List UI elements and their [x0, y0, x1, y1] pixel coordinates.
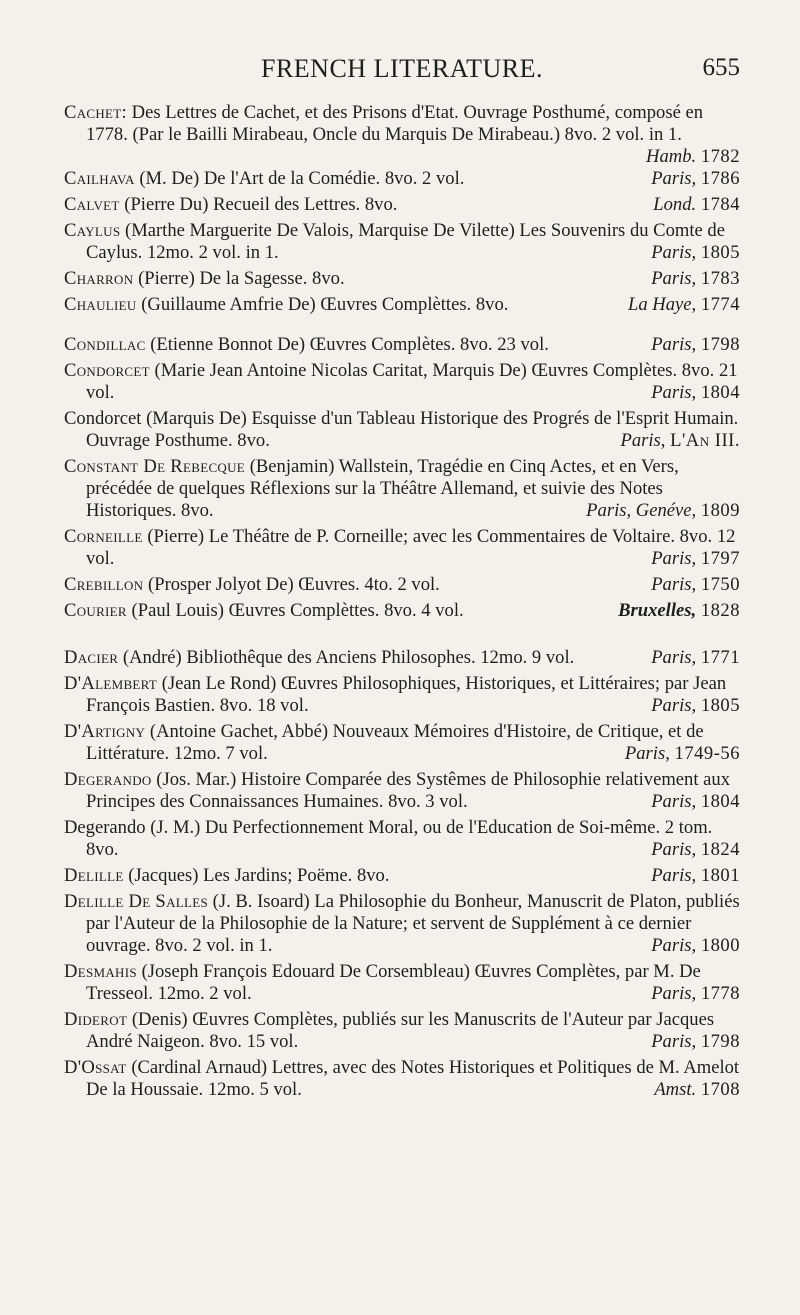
entry-description: (Jos. Mar.) Histoire Comparée des Systêmes de Philosophie relativement aux Principes des Connaissances Humaines. 8vo. 3 vol.: [86, 769, 730, 812]
imprint: [653, 194, 740, 216]
place: Bruxelles,: [618, 600, 697, 621]
imprint: [646, 146, 740, 168]
catalogue-entry: [64, 961, 740, 1005]
year: 1778: [700, 983, 740, 1004]
catalogue-entry: [64, 647, 740, 669]
imprint: [651, 865, 740, 887]
year: 1798: [700, 1031, 740, 1052]
author-name: Condillac: [64, 334, 146, 355]
year: L'An III.: [670, 430, 740, 451]
entry-description: (Paul Louis) Œuvres Complèttes. 8vo. 4 vol.: [131, 600, 464, 621]
author-name: Chaulieu: [64, 294, 137, 315]
year: 1771: [700, 647, 740, 668]
year: 1824: [700, 839, 740, 860]
entry-description: (Antoine Gachet, Abbé) Nouveaux Mémoires d'Histoire, de Critique, et de Littérature. 12mo. 7 vol.: [86, 721, 704, 764]
place: Paris,: [651, 839, 697, 860]
author-name: D'Artigny: [64, 721, 146, 742]
imprint: [651, 334, 740, 356]
entry-description: (Benjamin) Wallstein, Tragédie en Cinq Actes, et en Vers, précédée de quelques Réflexions sur la Théâtre Allemand, et suivie des Notes Historiques. 8vo.: [86, 456, 679, 521]
place: Paris,: [651, 1031, 697, 1052]
year: 1774: [700, 294, 740, 315]
year: 1800: [700, 935, 740, 956]
catalogue-entry: [64, 334, 740, 356]
year: 1804: [700, 791, 740, 812]
imprint: [620, 430, 740, 452]
imprint: [651, 382, 740, 404]
place: Paris,: [651, 574, 697, 595]
catalogue-entry: [64, 574, 740, 596]
place: Paris,: [651, 983, 697, 1004]
entry-description: (Cardinal Arnaud) Lettres, avec des Notes Historiques et Politiques de M. Amelot De la Houssaie. 12mo. 5 vol.: [86, 1057, 740, 1100]
year: 1786: [700, 168, 740, 189]
catalogue-entry: [64, 168, 740, 190]
place: Paris,: [651, 334, 697, 355]
author-name: Corneille: [64, 526, 143, 547]
year: 1782: [700, 146, 740, 167]
imprint: [651, 647, 740, 669]
entry-description: (Guillaume Amfrie De) Œuvres Complèttes. 8vo.: [141, 294, 509, 315]
year: 1749-56: [674, 743, 740, 764]
entry-description: (Marquis De) Esquisse d'un Tableau Historique des Progrés de l'Esprit Humain. Ouvrage Posthume. 8vo.: [86, 408, 739, 451]
author-name: Cailhava: [64, 168, 135, 189]
place: Paris,: [651, 382, 697, 403]
entry-description: (Marie Jean Antoine Nicolas Caritat, Marquis De) Œuvres Complètes. 8vo. 21 vol.: [86, 360, 738, 403]
author-name: Delille: [64, 865, 124, 886]
catalogue-entry: [64, 526, 740, 570]
catalogue-entry: [64, 817, 740, 861]
catalogue-entry: [64, 1009, 740, 1053]
author-name: Crebillon: [64, 574, 144, 595]
year: 1804: [700, 382, 740, 403]
catalogue-entry: [64, 220, 740, 264]
catalogue-entry: [64, 294, 740, 316]
imprint: [651, 168, 740, 190]
entry-description: (J. B. Isoard) La Philosophie du Bonheur, Manuscrit de Platon, publiés par l'Auteur de la Philosophie de la Nature; et servent de Supplément à ce dernier ouvrage. 8vo. 2 vol. in 1.: [86, 891, 740, 956]
entry-description: Des Lettres de Cachet, et des Prisons d'Etat. Ouvrage Posthumé, composé en 1778. (Par le Bailli Mirabeau, Oncle du Marquis De Mirabeau.) 8vo. 2 vol. in 1.: [86, 102, 704, 145]
imprint: [651, 839, 740, 861]
entry-description: (Pierre) De la Sagesse. 8vo.: [138, 268, 345, 289]
author-name: D'Alembert: [64, 673, 158, 694]
year: 1828: [700, 600, 740, 621]
entry-description: (Denis) Œuvres Complètes, publiés sur les Manuscrits de l'Auteur par Jacques André Naigeon. 8vo. 15 vol.: [86, 1009, 715, 1052]
year: 1805: [700, 695, 740, 716]
catalogue-entry: [64, 865, 740, 887]
year: 1801: [700, 865, 740, 886]
place: Paris,: [624, 743, 670, 764]
author-name: Charron: [64, 268, 134, 289]
place: Paris,: [651, 268, 697, 289]
place: Paris,: [651, 548, 697, 569]
place: Paris,: [651, 242, 697, 263]
imprint: [651, 695, 740, 717]
imprint: [651, 268, 740, 290]
entry-description: (Jacques) Les Jardins; Poëme. 8vo.: [128, 865, 390, 886]
catalogue-entry: [64, 721, 740, 765]
year: 1805: [700, 242, 740, 263]
place: Paris, Genéve,: [586, 500, 697, 521]
imprint: [651, 1031, 740, 1053]
imprint: [651, 548, 740, 570]
imprint: [628, 294, 740, 316]
entry-description: (Etienne Bonnot De) Œuvres Complètes. 8vo. 23 vol.: [150, 334, 549, 355]
place: Hamb.: [646, 146, 697, 167]
place: Paris,: [651, 865, 697, 886]
place: Amst.: [654, 1079, 697, 1100]
catalogue-entry: [64, 769, 740, 813]
imprint: [586, 500, 740, 522]
place: Paris,: [651, 647, 697, 668]
author-name: Constant De Rebecque: [64, 456, 246, 477]
place: Paris,: [620, 430, 666, 451]
entry-description: (Pierre Du) Recueil des Lettres. 8vo.: [124, 194, 398, 215]
author-name: Courier: [64, 600, 127, 621]
entry-description: (Jean Le Rond) Œuvres Philosophiques, Historiques, et Littéraires; par Jean François Bastien. 8vo. 18 vol.: [86, 673, 727, 716]
place: Paris,: [651, 695, 697, 716]
catalogue-entries: [64, 102, 740, 1105]
author-name: Dacier: [64, 647, 119, 668]
author-name: Desmahis: [64, 961, 137, 982]
year: 1797: [700, 548, 740, 569]
imprint: [651, 983, 740, 1005]
year: 1784: [700, 194, 740, 215]
place: Paris,: [651, 791, 697, 812]
catalogue-entry: [64, 891, 740, 957]
year: 1809: [700, 500, 740, 521]
author-name: Caylus: [64, 220, 121, 241]
imprint: [651, 935, 740, 957]
imprint: [651, 242, 740, 264]
author-name: D'Ossat: [64, 1057, 127, 1078]
imprint: [651, 574, 740, 596]
entry-description: (Pierre) Le Théâtre de P. Corneille; avec les Commentaires de Voltaire. 8vo. 12 vol.: [86, 526, 736, 569]
entry-description: (André) Bibliothêque des Anciens Philosophes. 12mo. 9 vol.: [122, 647, 575, 668]
page-number: 655: [702, 54, 740, 81]
catalogue-entry: [64, 408, 740, 452]
catalogue-entry: [64, 673, 740, 717]
author-name: Condorcet: [64, 408, 142, 429]
entry-description: (Joseph François Edouard De Corsembleau) Œuvres Complètes, par M. De Tresseol. 12mo. 2 vol.: [86, 961, 701, 1004]
imprint: [618, 600, 740, 622]
author-name: Calvet: [64, 194, 120, 215]
catalogue-entry: [64, 268, 740, 290]
entry-description: (Prosper Jolyot De) Œuvres. 4to. 2 vol.: [148, 574, 440, 595]
author-name: Cachet:: [64, 102, 127, 123]
year: 1798: [700, 334, 740, 355]
author-name: Degerando: [64, 817, 146, 838]
year: 1750: [700, 574, 740, 595]
author-name: Diderot: [64, 1009, 128, 1030]
place: La Haye,: [627, 294, 697, 315]
catalogue-entry: [64, 194, 740, 216]
running-title: FRENCH LITERATURE.: [261, 54, 543, 83]
imprint: [651, 791, 740, 813]
year: 1708: [700, 1079, 740, 1100]
catalogue-entry: [64, 1057, 740, 1101]
catalogue-entry: [64, 456, 740, 522]
entry-description: (M. De) De l'Art de la Comédie. 8vo. 2 vol.: [139, 168, 465, 189]
year: 1783: [700, 268, 740, 289]
author-name: Delille De Salles: [64, 891, 209, 912]
author-name: Condorcet: [64, 360, 150, 381]
imprint: [625, 743, 740, 765]
catalogue-entry: [64, 360, 740, 404]
place: Paris,: [651, 168, 697, 189]
page-header: [64, 54, 740, 94]
catalogue-entry: [64, 102, 740, 167]
author-name: Degerando: [64, 769, 152, 790]
catalogue-entry: [64, 600, 740, 622]
entry-description: (Marthe Marguerite De Valois, Marquise De Vilette) Les Souvenirs du Comte de Caylus. 12mo. 2 vol. in 1.: [86, 220, 725, 263]
place: Paris,: [651, 935, 697, 956]
entry-description: (J. M.) Du Perfectionnement Moral, ou de l'Education de Soi-même. 2 tom. 8vo.: [86, 817, 713, 860]
place: Lond.: [653, 194, 697, 215]
imprint: [654, 1079, 740, 1101]
